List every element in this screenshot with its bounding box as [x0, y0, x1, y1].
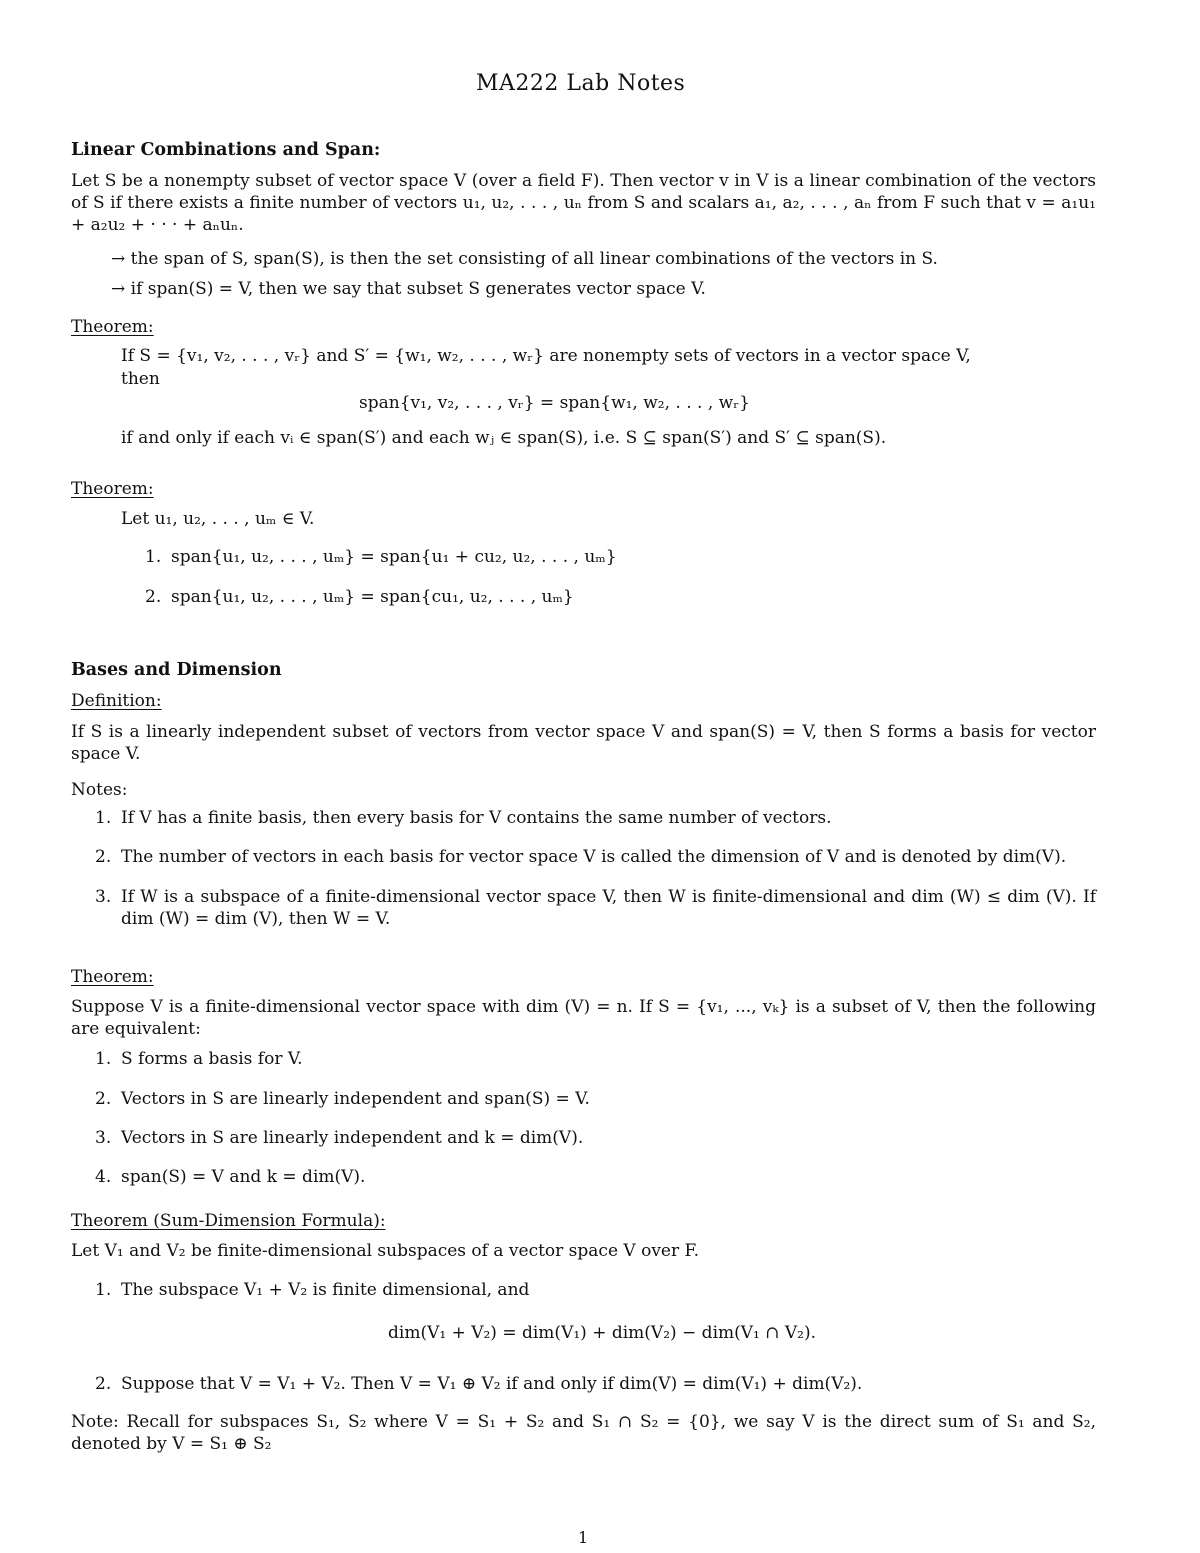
list-text: The number of vectors in each basis for vector space V is called the dimension of V and is denoted by dim(V). [121, 847, 1067, 867]
list-item [95, 1166, 366, 1188]
list-number: 1. [95, 808, 112, 828]
list-item [95, 1127, 584, 1149]
theorem-intro: Suppose V is a finite-dimensional vector space with dim (V) = n. If S = {v₁, ..., vₖ} is a subset of V, then the following are equivalent: [71, 997, 1096, 1039]
list-item [145, 546, 617, 568]
list-text: span{u₁, u₂, . . . , uₘ} = span{cu₁, u₂, . . . , uₘ} [171, 587, 574, 607]
theorem-label: Theorem (Sum-Dimension Formula): [71, 1211, 386, 1231]
list-number: 3. [95, 1128, 112, 1148]
list-text: If V has a finite basis, then every basis for V contains the same number of vectors. [121, 808, 832, 828]
page-title: MA222 Lab Notes [476, 71, 686, 96]
span-equality-formula: span{v₁, v₂, . . . , vᵣ} = span{w₁, w₂, . . . , wᵣ} [359, 393, 750, 413]
list-number: 1. [95, 1280, 112, 1300]
list-text: span(S) = V and k = dim(V). [121, 1167, 366, 1187]
notes-label: Notes: [71, 780, 128, 800]
list-number: 1. [145, 547, 162, 567]
generates-bullet: → if span(S) = V, then we say that subset S generates vector space V. [111, 279, 706, 299]
list-number: 4. [95, 1167, 112, 1187]
direct-sum-note: Note: Recall for subspaces S₁, S₂ where V = S₁ + S₂ and S₁ ∩ S₂ = {0}, we say V is the direct sum of S₁ and S₂, denoted by V = S₁ ⊕ S₂ [71, 1412, 1096, 1454]
theorem-statement-line: if and only if each vᵢ ∈ span(S′) and each wⱼ ∈ span(S), i.e. S ⊆ span(S′) and S′ ⊆ span(S). [121, 428, 887, 448]
theorem-intro: Let u₁, u₂, . . . , uₘ ∈ V. [121, 509, 315, 529]
list-number: 2. [95, 847, 112, 867]
list-number: 3. [95, 887, 112, 907]
list-text: S forms a basis for V. [121, 1049, 303, 1069]
list-text: If W is a subspace of a finite-dimensional vector space V, then W is finite-dimensional and dim (W) ≤ dim (V). If dim (W) = dim (V), then W = V. [121, 887, 1096, 929]
list-text: Suppose that V = V₁ + V₂. Then V = V₁ ⊕ V₂ if and only if dim(V) = dim(V₁) + dim(V₂). [121, 1374, 863, 1394]
list-number: 1. [95, 1049, 112, 1069]
theorem-label: Theorem: [71, 317, 154, 337]
definition-label: Definition: [71, 691, 162, 711]
list-text: Vectors in S are linearly independent and span(S) = V. [121, 1089, 590, 1109]
list-item [95, 1088, 590, 1110]
theorem-label: Theorem: [71, 479, 154, 499]
list-number: 2. [95, 1374, 112, 1394]
theorem-intro: Let V₁ and V₂ be finite-dimensional subspaces of a vector space V over F. [71, 1241, 700, 1261]
theorem-label: Theorem: [71, 967, 154, 987]
sum-dimension-formula: dim(V₁ + V₂) = dim(V₁) + dim(V₂) − dim(V₁ ∩ V₂). [388, 1323, 817, 1343]
list-text: The subspace V₁ + V₂ is finite dimensional, and [121, 1280, 530, 1300]
list-item [95, 886, 1096, 929]
theorem-statement-line: then [121, 369, 160, 389]
section-heading-bases-dimension: Bases and Dimension [71, 660, 282, 680]
list-item [95, 807, 832, 829]
list-number: 2. [145, 587, 162, 607]
page-number: 1 [578, 1528, 589, 1547]
list-item [95, 1279, 530, 1301]
list-item [95, 1373, 863, 1395]
linear-combination-definition: Let S be a nonempty subset of vector space V (over a field F). Then vector v in V is a linear combination of the vectors of S if there exists a finite number of vectors u₁, u₂, . . . , uₙ from S and scalars a₁, a₂, . . . , aₙ from F such that v = a₁u₁ + a₂u₂ + · · · + aₙuₙ. [71, 171, 1096, 235]
list-text: span{u₁, u₂, . . . , uₘ} = span{u₁ + cu₂, u₂, . . . , uₘ} [171, 547, 617, 567]
span-bullet: → the span of S, span(S), is then the set consisting of all linear combinations of the vectors in S. [111, 249, 938, 269]
list-number: 2. [95, 1089, 112, 1109]
list-item [95, 846, 1067, 868]
theorem-statement-line: If S = {v₁, v₂, . . . , vᵣ} and S′ = {w₁, w₂, . . . , wᵣ} are nonempty sets of vectors in a vector space V, [121, 346, 971, 366]
list-item [145, 586, 574, 608]
list-text: Vectors in S are linearly independent and k = dim(V). [121, 1128, 584, 1148]
list-item [95, 1048, 303, 1070]
section-heading-linear-combinations: Linear Combinations and Span: [71, 140, 381, 160]
basis-definition: If S is a linearly independent subset of vectors from vector space V and span(S) = V, then S forms a basis for vector space V. [71, 722, 1096, 764]
